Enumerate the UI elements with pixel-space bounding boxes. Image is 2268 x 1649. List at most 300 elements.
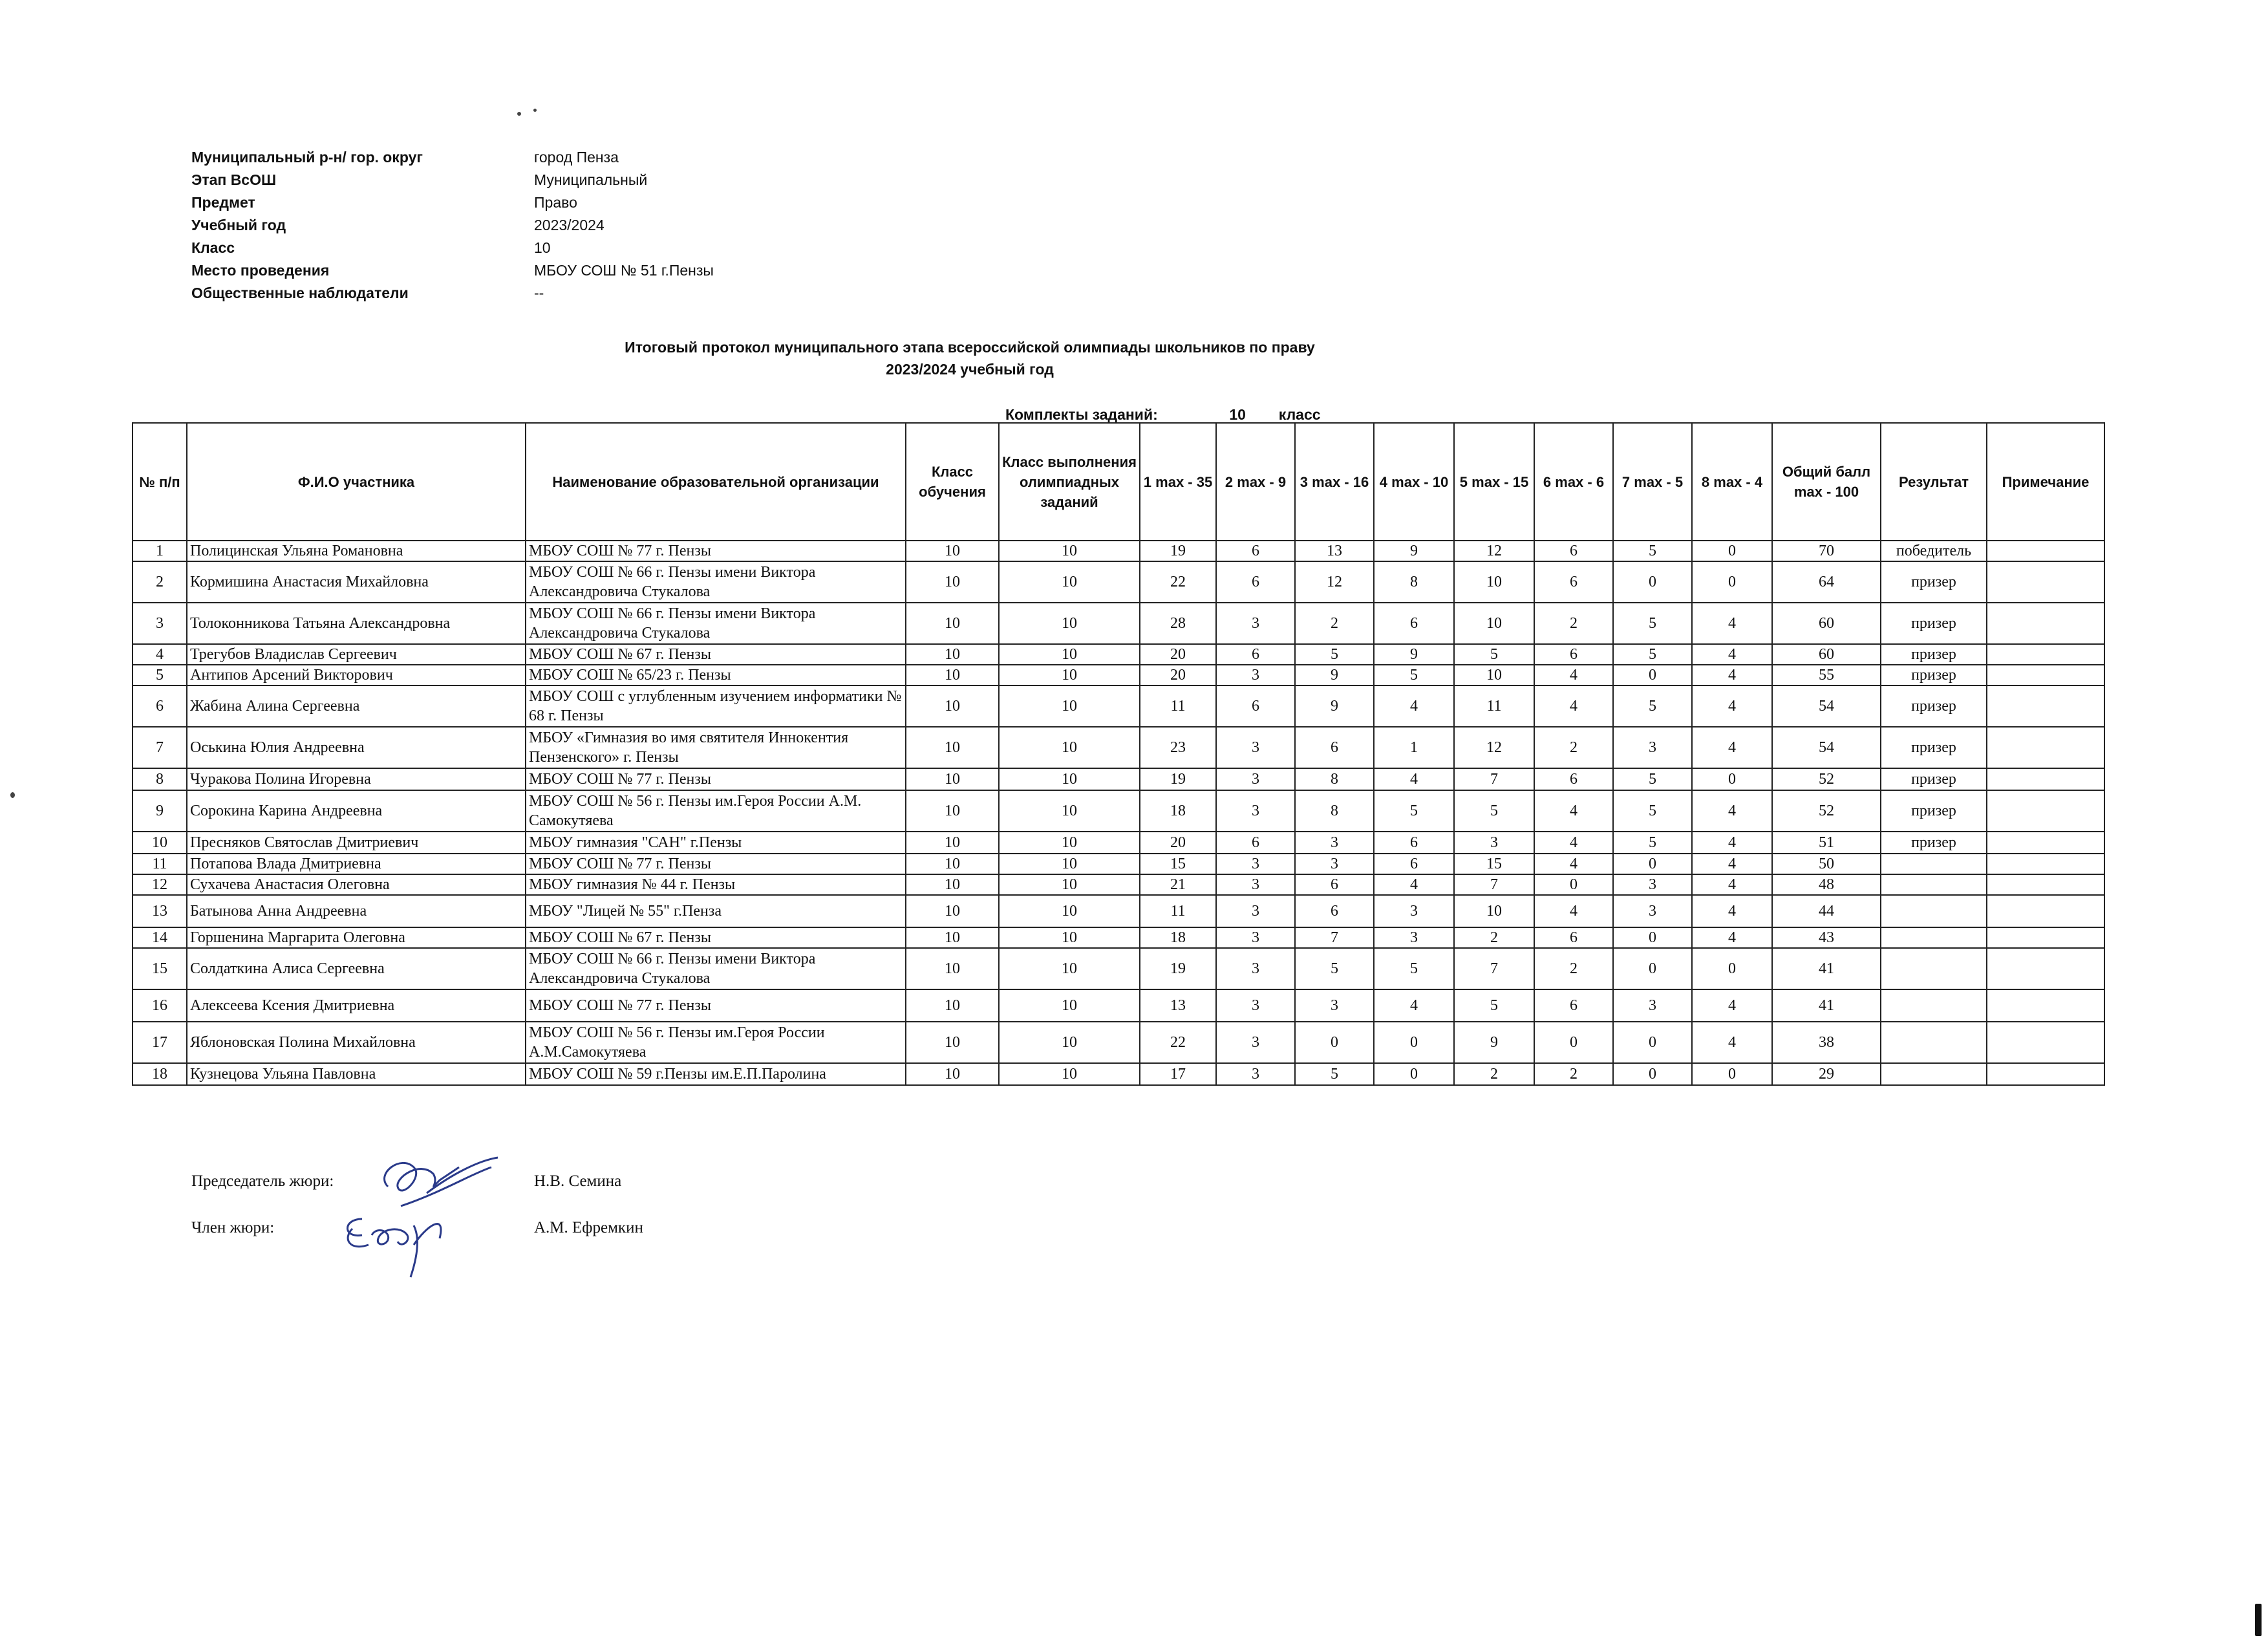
meta-row — [191, 259, 714, 282]
task-score: 0 — [1692, 768, 1772, 790]
task-score: 4 — [1692, 832, 1772, 854]
result: призер — [1881, 665, 1987, 685]
table-row — [133, 644, 2104, 665]
result — [1881, 948, 1987, 989]
task-score: 2 — [1534, 603, 1613, 644]
task-score: 6 — [1534, 927, 1613, 948]
task-score: 7 — [1454, 768, 1534, 790]
row-number: 7 — [133, 727, 187, 768]
total-score: 43 — [1772, 927, 1881, 948]
column-header: 4 max - 10 — [1374, 423, 1454, 541]
organization: МБОУ СОШ № 66 г. Пензы имени Виктора Александровича Стукалова — [526, 603, 906, 644]
task-score: 5 — [1613, 832, 1692, 854]
result: призер — [1881, 644, 1987, 665]
task-score: 15 — [1140, 854, 1216, 874]
task-score: 0 — [1692, 561, 1772, 603]
result — [1881, 1063, 1987, 1085]
participant-name: Сухачева Анастасия Олеговна — [187, 874, 526, 895]
total-score: 52 — [1772, 768, 1881, 790]
organization: МБОУ СОШ с углубленным изучением информатики № 68 г. Пензы — [526, 685, 906, 727]
note — [1987, 768, 2104, 790]
scan-speck — [10, 792, 15, 798]
meta-row — [191, 237, 714, 259]
scan-speck — [533, 109, 537, 112]
task-score: 4 — [1692, 895, 1772, 927]
task-score: 0 — [1692, 948, 1772, 989]
task-score: 6 — [1374, 832, 1454, 854]
task-score: 5 — [1613, 603, 1692, 644]
task-score: 1 — [1374, 727, 1454, 768]
task-score: 22 — [1140, 1022, 1216, 1063]
participant-name: Потапова Влада Дмитриевна — [187, 854, 526, 874]
task-score: 4 — [1692, 790, 1772, 832]
task-score: 6 — [1534, 644, 1613, 665]
task-score: 6 — [1534, 768, 1613, 790]
meta-value: МБОУ СОШ № 51 г.Пензы — [534, 262, 714, 279]
table-body — [133, 541, 2104, 1085]
task-kits — [1005, 406, 1321, 424]
class-executed: 10 — [999, 790, 1140, 832]
class-grade: 10 — [906, 832, 999, 854]
task-score: 3 — [1295, 854, 1374, 874]
class-executed: 10 — [999, 832, 1140, 854]
result: призер — [1881, 727, 1987, 768]
task-score: 23 — [1140, 727, 1216, 768]
organization: МБОУ гимназия № 44 г. Пензы — [526, 874, 906, 895]
meta-label: Класс — [191, 239, 235, 256]
task-score: 0 — [1534, 874, 1613, 895]
organization: МБОУ СОШ № 77 г. Пензы — [526, 854, 906, 874]
meta-label: Учебный год — [191, 217, 286, 233]
note — [1987, 603, 2104, 644]
task-score: 6 — [1374, 603, 1454, 644]
row-number: 8 — [133, 768, 187, 790]
task-score: 3 — [1295, 989, 1374, 1022]
task-score: 6 — [1216, 685, 1295, 727]
class-executed: 10 — [999, 603, 1140, 644]
class-grade: 10 — [906, 895, 999, 927]
task-score: 4 — [1534, 895, 1613, 927]
task-score: 3 — [1374, 927, 1454, 948]
task-score: 3 — [1613, 895, 1692, 927]
column-header: 6 max - 6 — [1534, 423, 1613, 541]
task-score: 3 — [1216, 768, 1295, 790]
task-score: 5 — [1613, 644, 1692, 665]
table-row — [133, 665, 2104, 685]
task-score: 4 — [1692, 1022, 1772, 1063]
task-score: 11 — [1454, 685, 1534, 727]
table-row — [133, 1022, 2104, 1063]
result — [1881, 854, 1987, 874]
table-row — [133, 832, 2104, 854]
task-score: 5 — [1295, 644, 1374, 665]
class-grade: 10 — [906, 927, 999, 948]
row-number: 4 — [133, 644, 187, 665]
task-score: 4 — [1534, 854, 1613, 874]
task-score: 5 — [1613, 541, 1692, 561]
result: победитель — [1881, 541, 1987, 561]
participant-name: Трегубов Владислав Сергеевич — [187, 644, 526, 665]
participant-name: Толоконникова Татьяна Александровна — [187, 603, 526, 644]
task-score: 3 — [1216, 1063, 1295, 1085]
task-score: 6 — [1295, 874, 1374, 895]
task-score: 28 — [1140, 603, 1216, 644]
row-number: 6 — [133, 685, 187, 727]
task-score: 4 — [1534, 832, 1613, 854]
participant-name: Яблоновская Полина Михайловна — [187, 1022, 526, 1063]
task-score: 2 — [1454, 1063, 1534, 1085]
note — [1987, 727, 2104, 768]
column-header: 3 max - 16 — [1295, 423, 1374, 541]
task-score: 19 — [1140, 768, 1216, 790]
note — [1987, 1022, 2104, 1063]
task-score: 0 — [1534, 1022, 1613, 1063]
task-score: 2 — [1534, 727, 1613, 768]
task-score: 4 — [1692, 927, 1772, 948]
column-header: Класс выполнения олимпиадных заданий — [999, 423, 1140, 541]
result: призер — [1881, 603, 1987, 644]
task-score: 0 — [1295, 1022, 1374, 1063]
participant-name: Алексеева Ксения Дмитриевна — [187, 989, 526, 1022]
note — [1987, 685, 2104, 727]
note — [1987, 895, 2104, 927]
task-score: 19 — [1140, 541, 1216, 561]
chair-label: Председатель жюри: — [191, 1172, 334, 1190]
task-score: 5 — [1374, 790, 1454, 832]
total-score: 60 — [1772, 644, 1881, 665]
class-grade: 10 — [906, 768, 999, 790]
note — [1987, 1063, 2104, 1085]
class-grade: 10 — [906, 854, 999, 874]
row-number: 10 — [133, 832, 187, 854]
task-score: 3 — [1216, 665, 1295, 685]
task-score: 0 — [1692, 1063, 1772, 1085]
task-score: 10 — [1454, 561, 1534, 603]
organization: МБОУ СОШ № 56 г. Пензы им.Героя России А.М.Самокутяева — [526, 1022, 906, 1063]
table-row — [133, 948, 2104, 989]
organization: МБОУ «Гимназия во имя святителя Иннокентия Пензенского» г. Пензы — [526, 727, 906, 768]
task-score: 6 — [1534, 561, 1613, 603]
organization: МБОУ гимназия "САН" г.Пензы — [526, 832, 906, 854]
task-score: 2 — [1534, 1063, 1613, 1085]
participant-name: Батынова Анна Андреевна — [187, 895, 526, 927]
chair-name: Н.В. Семина — [534, 1172, 622, 1190]
task-score: 3 — [1216, 948, 1295, 989]
task-score: 4 — [1374, 768, 1454, 790]
task-score: 12 — [1454, 727, 1534, 768]
task-score: 3 — [1216, 989, 1295, 1022]
participant-name: Жабина Алина Сергеевна — [187, 685, 526, 727]
task-score: 7 — [1295, 927, 1374, 948]
class-executed: 10 — [999, 927, 1140, 948]
task-score: 6 — [1534, 541, 1613, 561]
column-header: 5 max - 15 — [1454, 423, 1534, 541]
task-score: 4 — [1374, 874, 1454, 895]
task-score: 5 — [1454, 644, 1534, 665]
table-row — [133, 727, 2104, 768]
task-score: 3 — [1216, 927, 1295, 948]
task-score: 4 — [1692, 874, 1772, 895]
meta-label: Предмет — [191, 194, 255, 211]
note — [1987, 989, 2104, 1022]
note — [1987, 948, 2104, 989]
meta-value: 10 — [534, 239, 551, 256]
task-score: 8 — [1374, 561, 1454, 603]
task-score: 5 — [1613, 768, 1692, 790]
class-grade: 10 — [906, 1063, 999, 1085]
task-score: 0 — [1613, 1063, 1692, 1085]
participant-name: Горшенина Маргарита Олеговна — [187, 927, 526, 948]
task-score: 4 — [1692, 685, 1772, 727]
scan-speck — [517, 112, 521, 116]
table-row — [133, 790, 2104, 832]
total-score: 52 — [1772, 790, 1881, 832]
row-number: 11 — [133, 854, 187, 874]
participant-name: Чуракова Полина Игоревна — [187, 768, 526, 790]
meta-value: Муниципальный — [534, 171, 648, 188]
protocol-title — [614, 336, 1325, 380]
task-score: 13 — [1295, 541, 1374, 561]
task-score: 4 — [1534, 790, 1613, 832]
column-header: Класс обучения — [906, 423, 999, 541]
row-number: 9 — [133, 790, 187, 832]
task-score: 2 — [1534, 948, 1613, 989]
total-score: 48 — [1772, 874, 1881, 895]
task-score: 3 — [1216, 895, 1295, 927]
meta-label: Этап ВсОШ — [191, 171, 277, 188]
task-score: 3 — [1613, 874, 1692, 895]
participant-name: Кормишина Анастасия Михайловна — [187, 561, 526, 603]
task-score: 9 — [1454, 1022, 1534, 1063]
task-score: 6 — [1216, 644, 1295, 665]
task-score: 0 — [1613, 561, 1692, 603]
row-number: 18 — [133, 1063, 187, 1085]
total-score: 70 — [1772, 541, 1881, 561]
class-executed: 10 — [999, 665, 1140, 685]
results-table — [132, 422, 2105, 1086]
class-grade: 10 — [906, 561, 999, 603]
task-score: 0 — [1692, 541, 1772, 561]
result: призер — [1881, 561, 1987, 603]
task-score: 9 — [1374, 541, 1454, 561]
class-grade: 10 — [906, 874, 999, 895]
task-score: 9 — [1374, 644, 1454, 665]
task-score: 3 — [1216, 854, 1295, 874]
task-score: 18 — [1140, 790, 1216, 832]
table-row — [133, 927, 2104, 948]
task-score: 4 — [1374, 989, 1454, 1022]
task-score: 11 — [1140, 895, 1216, 927]
class-executed: 10 — [999, 768, 1140, 790]
organization: МБОУ СОШ № 59 г.Пензы им.Е.П.Паролина — [526, 1063, 906, 1085]
meta-row — [191, 282, 714, 305]
total-score: 60 — [1772, 603, 1881, 644]
task-score: 0 — [1613, 854, 1692, 874]
task-score: 6 — [1295, 727, 1374, 768]
member-name: А.М. Ефремкин — [534, 1219, 643, 1236]
meta-block — [191, 146, 714, 305]
note — [1987, 927, 2104, 948]
participant-name: Сорокина Карина Андреевна — [187, 790, 526, 832]
task-score: 3 — [1216, 727, 1295, 768]
organization: МБОУ СОШ № 77 г. Пензы — [526, 989, 906, 1022]
result — [1881, 1022, 1987, 1063]
row-number: 1 — [133, 541, 187, 561]
total-score: 44 — [1772, 895, 1881, 927]
table-row — [133, 989, 2104, 1022]
note — [1987, 665, 2104, 685]
total-score: 38 — [1772, 1022, 1881, 1063]
table-row — [133, 854, 2104, 874]
table-row — [133, 1063, 2104, 1085]
row-number: 5 — [133, 665, 187, 685]
column-header: 1 max - 35 — [1140, 423, 1216, 541]
class-executed: 10 — [999, 895, 1140, 927]
class-executed: 10 — [999, 948, 1140, 989]
total-score: 55 — [1772, 665, 1881, 685]
organization: МБОУ СОШ № 66 г. Пензы имени Виктора Александровича Стукалова — [526, 561, 906, 603]
task-score: 9 — [1295, 685, 1374, 727]
organization: МБОУ СОШ № 67 г. Пензы — [526, 644, 906, 665]
result — [1881, 927, 1987, 948]
task-score: 0 — [1374, 1022, 1454, 1063]
task-score: 10 — [1454, 665, 1534, 685]
meta-label: Место проведения — [191, 262, 330, 279]
column-header: 7 max - 5 — [1613, 423, 1692, 541]
task-score: 6 — [1295, 895, 1374, 927]
task-score: 20 — [1140, 644, 1216, 665]
row-number: 3 — [133, 603, 187, 644]
task-score: 18 — [1140, 927, 1216, 948]
scan-speck — [2255, 1604, 2262, 1636]
organization: МБОУ СОШ № 56 г. Пензы им.Героя России А.М. Самокутяева — [526, 790, 906, 832]
organization: МБОУ СОШ № 67 г. Пензы — [526, 927, 906, 948]
class-executed: 10 — [999, 561, 1140, 603]
meta-row — [191, 191, 714, 214]
column-header: Ф.И.О участника — [187, 423, 526, 541]
total-score: 41 — [1772, 948, 1881, 989]
column-header: Общий балл max - 100 — [1772, 423, 1881, 541]
header-row — [133, 423, 2104, 541]
column-header: 2 max - 9 — [1216, 423, 1295, 541]
column-header: 8 max - 4 — [1692, 423, 1772, 541]
task-score: 6 — [1534, 989, 1613, 1022]
organization: МБОУ "Лицей № 55" г.Пенза — [526, 895, 906, 927]
task-score: 0 — [1613, 665, 1692, 685]
task-score: 19 — [1140, 948, 1216, 989]
total-score: 29 — [1772, 1063, 1881, 1085]
task-score: 13 — [1140, 989, 1216, 1022]
note — [1987, 561, 2104, 603]
task-score: 3 — [1613, 727, 1692, 768]
meta-value: Право — [534, 194, 577, 211]
column-header: № п/п — [133, 423, 187, 541]
task-score: 3 — [1216, 603, 1295, 644]
meta-row — [191, 169, 714, 191]
row-number: 15 — [133, 948, 187, 989]
participant-name: Антипов Арсений Викторович — [187, 665, 526, 685]
task-score: 3 — [1613, 989, 1692, 1022]
participant-name: Оськина Юлия Андреевна — [187, 727, 526, 768]
total-score: 64 — [1772, 561, 1881, 603]
table-row — [133, 685, 2104, 727]
organization: МБОУ СОШ № 77 г. Пензы — [526, 541, 906, 561]
task-score: 3 — [1216, 874, 1295, 895]
task-score: 20 — [1140, 832, 1216, 854]
task-score: 3 — [1295, 832, 1374, 854]
note — [1987, 874, 2104, 895]
task-score: 3 — [1216, 790, 1295, 832]
member-signature — [336, 1200, 465, 1284]
result: призер — [1881, 790, 1987, 832]
class-grade: 10 — [906, 541, 999, 561]
table-row — [133, 603, 2104, 644]
total-score: 54 — [1772, 685, 1881, 727]
class-executed: 10 — [999, 727, 1140, 768]
class-grade: 10 — [906, 727, 999, 768]
meta-row — [191, 146, 714, 169]
task-score: 8 — [1295, 768, 1374, 790]
task-score: 6 — [1216, 541, 1295, 561]
class-grade: 10 — [906, 989, 999, 1022]
task-score: 3 — [1216, 1022, 1295, 1063]
meta-value: 2023/2024 — [534, 217, 604, 233]
task-score: 5 — [1295, 948, 1374, 989]
member-label: Член жюри: — [191, 1219, 275, 1236]
organization: МБОУ СОШ № 66 г. Пензы имени Виктора Александровича Стукалова — [526, 948, 906, 989]
class-executed: 10 — [999, 1063, 1140, 1085]
task-score: 4 — [1692, 989, 1772, 1022]
row-number: 2 — [133, 561, 187, 603]
total-score: 51 — [1772, 832, 1881, 854]
result — [1881, 989, 1987, 1022]
task-score: 10 — [1454, 895, 1534, 927]
note — [1987, 644, 2104, 665]
task-score: 2 — [1295, 603, 1374, 644]
task-score: 4 — [1534, 685, 1613, 727]
task-score: 4 — [1692, 854, 1772, 874]
note — [1987, 832, 2104, 854]
total-score: 41 — [1772, 989, 1881, 1022]
participant-name: Солдаткина Алиса Сергеевна — [187, 948, 526, 989]
meta-label: Общественные наблюдатели — [191, 285, 409, 301]
class-executed: 10 — [999, 854, 1140, 874]
note — [1987, 790, 2104, 832]
participant-name: Полицинская Ульяна Романовна — [187, 541, 526, 561]
task-score: 7 — [1454, 874, 1534, 895]
row-number: 17 — [133, 1022, 187, 1063]
task-score: 4 — [1692, 644, 1772, 665]
class-grade: 10 — [906, 603, 999, 644]
task-score: 5 — [1454, 989, 1534, 1022]
task-score: 3 — [1374, 895, 1454, 927]
task-score: 15 — [1454, 854, 1534, 874]
meta-value: -- — [534, 285, 544, 301]
task-score: 8 — [1295, 790, 1374, 832]
note — [1987, 854, 2104, 874]
task-score: 20 — [1140, 665, 1216, 685]
column-header: Наименование образовательной организации — [526, 423, 906, 541]
result: призер — [1881, 685, 1987, 727]
task-score: 0 — [1613, 948, 1692, 989]
result — [1881, 874, 1987, 895]
class-executed: 10 — [999, 989, 1140, 1022]
task-score: 5 — [1454, 790, 1534, 832]
total-score: 50 — [1772, 854, 1881, 874]
meta-label: Муниципальный р-н/ гор. округ — [191, 149, 423, 166]
task-score: 4 — [1692, 727, 1772, 768]
note — [1987, 541, 2104, 561]
